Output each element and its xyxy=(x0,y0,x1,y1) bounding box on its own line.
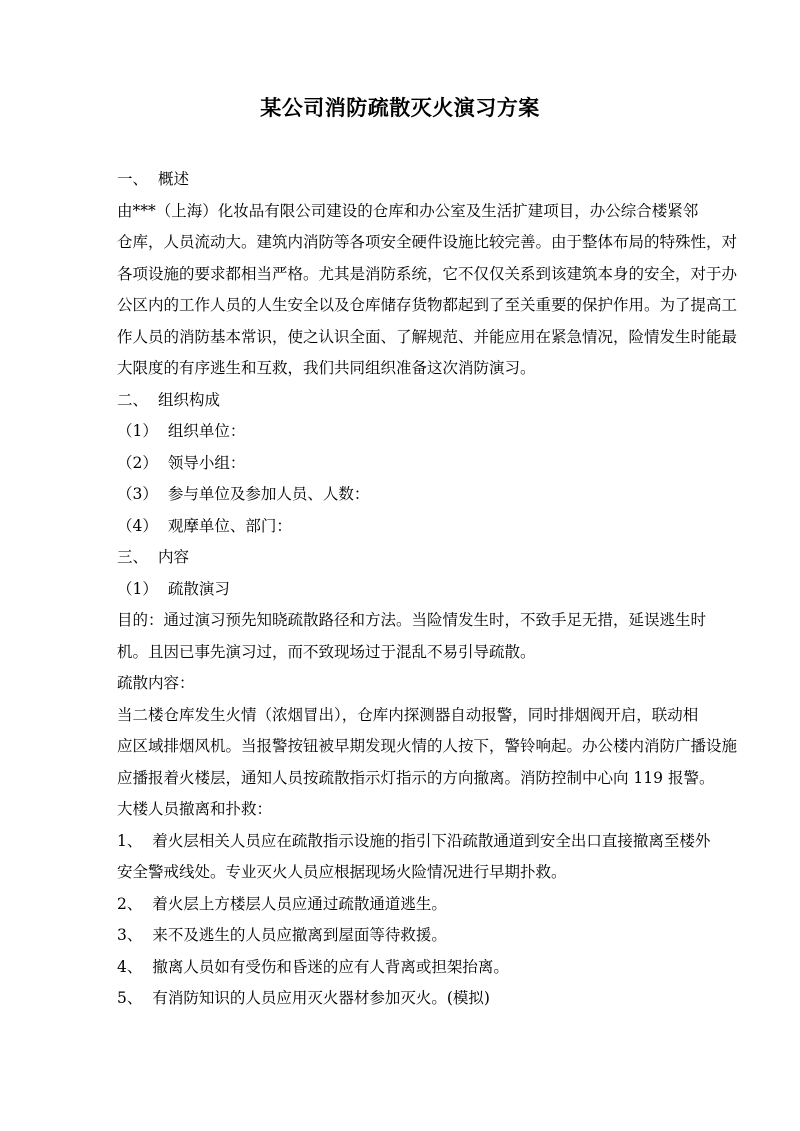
paragraph-line: 当二楼仓库发生火情（浓烟冒出），仓库内探测器自动报警，同时排烟阀开启，联动相 xyxy=(117,705,699,724)
list-item xyxy=(117,889,687,921)
item-label: 观摩单位、部门： xyxy=(167,516,292,535)
list-item xyxy=(117,983,687,1015)
section-heading-content xyxy=(117,542,687,574)
section-label: 组织构成 xyxy=(158,390,221,409)
paragraph-line: 作人员的消防基本常识，使之认识全面、了解规范、并能应用在紧急情况，险情发生时能最 xyxy=(117,327,738,346)
item-text: 着火层上方楼层人员应通过疏散通道逃生。 xyxy=(152,894,447,913)
item-label: 领导小组： xyxy=(167,453,246,472)
item-text: 有消防知识的人员应用灭火器材参加灭火。(模拟) xyxy=(152,989,490,1007)
list-item xyxy=(117,920,687,952)
evacuation-heading: 疏散内容： xyxy=(117,674,195,692)
item-number: 2、 xyxy=(117,894,143,913)
paragraph-line: 应区域排烟风机。当报警按钮被早期发现火情的人按下，警铃响起。办公楼内消防广播设施 xyxy=(117,737,738,755)
item-number: （3） xyxy=(117,485,158,503)
item-label: 疏散演习 xyxy=(167,579,230,598)
section-number: 三、 xyxy=(117,548,149,566)
paragraph-line: 大限度的有序逃生和互救，我们共同组织准备这次消防演习。 xyxy=(117,359,536,377)
section-number: 二、 xyxy=(117,390,149,409)
list-item xyxy=(117,952,687,984)
paragraph-line: 仓库，人员流动大。建筑内消防等各项安全硬件设施比较完善。由于整体布局的特殊性，对 xyxy=(117,233,738,251)
org-item xyxy=(117,448,687,480)
paragraph-line: 公区内的工作人员的人生安全以及仓库储存货物都起到了至关重要的保护作用。为了提高工 xyxy=(117,296,738,314)
item-number: （4） xyxy=(117,516,158,535)
list-item xyxy=(117,826,711,858)
item-text: 着火层相关人员应在疏散指示设施的指引下沿疏散通道到安全出口直接撤离至楼外 xyxy=(152,831,711,850)
section-label: 概述 xyxy=(158,170,190,188)
item-label: 参与单位及参加人员、人数： xyxy=(167,485,370,503)
document-title: 某公司消防疏散灭火演习方案 xyxy=(260,95,540,120)
item-text: 撤离人员如有受伤和昏迷的应有人背离或担架抬离。 xyxy=(152,957,509,976)
item-label: 组织单位： xyxy=(167,422,246,440)
item-number: 3、 xyxy=(117,926,143,944)
org-item xyxy=(117,511,687,543)
section-label: 内容 xyxy=(158,548,190,566)
paragraph-line: 应播报着火楼层，通知人员按疏散指示灯指示的方向撤离。消防控制中心向 119 报警。 xyxy=(117,768,715,787)
document-body xyxy=(117,164,738,1015)
item-number: 4、 xyxy=(117,957,143,976)
item-text: 来不及逃生的人员应撤离到屋面等待救援。 xyxy=(152,926,447,944)
paragraph-line: 机。且因已事先演习过，而不致现场过于混乱不易引导疏散。 xyxy=(117,642,536,661)
org-item xyxy=(117,416,687,448)
section-number: 一、 xyxy=(117,170,149,188)
item-number: 5、 xyxy=(117,989,143,1007)
paragraph-line: 目的：通过演习预先知晓疏散路径和方法。当险情发生时，不致手足无措，延误逃生时 xyxy=(117,611,707,629)
section-heading-overview xyxy=(117,164,687,196)
item-number: 1、 xyxy=(117,831,143,850)
section-heading-organization xyxy=(117,385,687,417)
item-number: （2） xyxy=(117,453,158,472)
paragraph-line: 由***（上海）化妆品有限公司建设的仓库和办公室及生活扩建项目，办公综合楼紧邻 xyxy=(117,201,699,220)
list-item-continuation: 安全警戒线处。专业灭火人员应根据现场火险情况进行早期扑救。 xyxy=(117,863,567,881)
org-item xyxy=(117,479,687,511)
item-number: （1） xyxy=(117,422,158,440)
item-number: （1） xyxy=(117,579,158,598)
paragraph-line: 各项设施的要求都相当严格。尤其是消防系统，它不仅仅关系到该建筑本身的安全，对于办 xyxy=(117,264,738,283)
subsection-heading-evacuation-drill xyxy=(117,574,687,606)
rescue-heading: 大楼人员撤离和扑救： xyxy=(117,800,273,818)
